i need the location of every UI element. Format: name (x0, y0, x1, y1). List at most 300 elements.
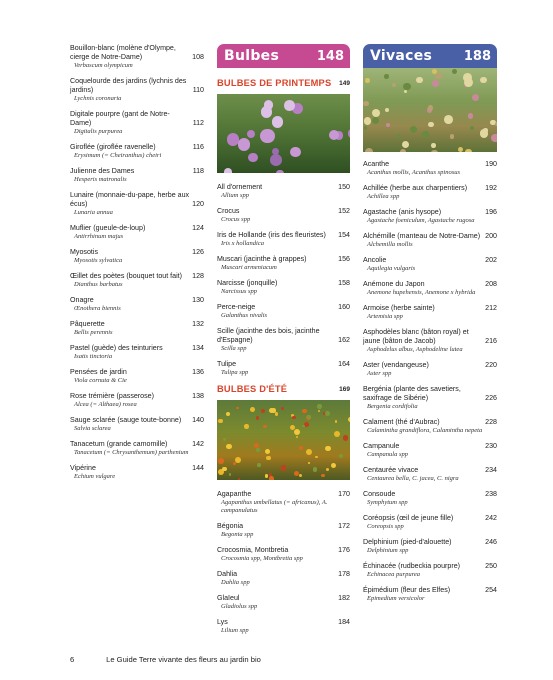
entry-page-number: 164 (338, 360, 350, 368)
entry-name: Sauge sclarée (sauge toute-bonne) (70, 416, 182, 424)
entry-page-number: 228 (485, 418, 497, 426)
photo-texture (315, 456, 317, 458)
photo-texture (223, 438, 226, 441)
entry-latin-name: Bellis perennis (74, 329, 113, 336)
toc-entry[interactable] (217, 303, 350, 320)
entry-latin-name: Echinacea purpurea (367, 571, 421, 578)
photo-texture (302, 409, 307, 414)
entry-page-number: 134 (192, 344, 204, 352)
entry-name: All d'ornement (217, 183, 263, 191)
photo-texture (458, 147, 464, 152)
bulbes-ete-list (217, 490, 350, 635)
entry-page-number: 110 (192, 86, 204, 94)
photo-texture (329, 130, 340, 141)
toc-entry[interactable] (70, 296, 204, 313)
entry-page-number: 202 (485, 256, 497, 264)
entry-latin-name: Lilium spp (221, 627, 249, 634)
toc-entry[interactable] (363, 256, 497, 273)
photo-texture (400, 149, 406, 152)
entry-name: Bégonia (217, 522, 244, 530)
bulbes-page: 148 (316, 48, 344, 64)
toc-entry[interactable] (363, 328, 497, 354)
photo-texture (325, 446, 331, 452)
entry-page-number: 246 (485, 538, 497, 546)
entry-latin-name: Achillea spp (367, 193, 400, 200)
entry-page-number: 254 (485, 586, 497, 594)
bulbes-printemps-heading[interactable] (217, 78, 350, 88)
toc-entry[interactable] (363, 586, 497, 603)
entry-name: Muflier (gueule-de-loup) (70, 224, 146, 232)
toc-entry[interactable] (217, 279, 350, 296)
vivaces-column (363, 44, 497, 610)
photo-texture (428, 105, 433, 110)
photo-texture (384, 74, 389, 79)
entry-name: Iris de Hollande (iris des fleuristes) (217, 231, 326, 239)
toc-entry[interactable] (70, 392, 204, 409)
toc-entry[interactable] (70, 224, 204, 241)
entry-latin-name: Erysimum (= Cheiranthus) cheiri (74, 152, 162, 159)
entry-page-number: 124 (192, 224, 204, 232)
summer-bulbs-photo (217, 400, 350, 480)
entry-page-number: 154 (338, 231, 350, 239)
photo-texture (296, 436, 298, 438)
photo-texture (275, 412, 279, 416)
photo-texture (343, 435, 349, 441)
photo-texture (272, 116, 284, 128)
entry-page-number: 156 (338, 255, 350, 263)
entry-page-number: 220 (485, 361, 497, 369)
entry-page-number: 178 (338, 570, 350, 578)
toc-entry[interactable] (363, 280, 497, 297)
entry-name: Aster (vendangeuse) (363, 361, 429, 369)
photo-texture (317, 404, 321, 408)
vivaces-banner[interactable] (363, 44, 497, 68)
entry-latin-name: Viola cornuta & Cie (74, 377, 127, 384)
bulbes-printemps-page: 149 (339, 79, 350, 87)
toc-entry[interactable] (217, 546, 350, 563)
toc-entry[interactable] (363, 562, 497, 579)
toc-entry[interactable] (217, 360, 350, 377)
photo-texture (270, 154, 282, 166)
entry-latin-name: Symphytum spp (367, 499, 408, 506)
entry-name: Armoise (herbe sainte) (363, 304, 435, 312)
entry-page-number: 192 (485, 184, 497, 192)
entry-page-number: 142 (192, 440, 204, 448)
bulbes-printemps-title: BULBES DE PRINTEMPS (217, 78, 332, 88)
photo-texture (404, 90, 407, 93)
toc-entry[interactable] (363, 304, 497, 321)
toc-entry[interactable] (70, 464, 204, 481)
photo-texture (422, 131, 429, 138)
entry-page-number: 136 (192, 368, 204, 376)
photo-texture (281, 465, 287, 471)
photo-texture (308, 462, 310, 464)
entry-name: Dahlia (217, 570, 238, 578)
photo-texture (218, 458, 224, 464)
entry-name: Muscari (jacinthe à grappes) (217, 255, 307, 263)
photo-texture (416, 77, 423, 84)
photo-texture (385, 108, 389, 112)
photo-texture (364, 126, 367, 129)
entry-name: Achillée (herbe aux charpentiers) (363, 184, 468, 192)
photo-texture (260, 129, 275, 144)
entry-name: Œillet des poètes (bouquet tout fait) (70, 272, 182, 280)
entry-latin-name: Epimedium versicolor (367, 595, 425, 602)
entry-page-number: 150 (338, 183, 350, 191)
bulbes-column (217, 44, 350, 642)
photo-texture (397, 134, 401, 138)
entry-latin-name: Crocosmia spp, Montbretia spp (221, 555, 303, 562)
entry-page-number: 226 (485, 394, 497, 402)
entry-name: Agastache (anis hysope) (363, 208, 442, 216)
toc-entry[interactable] (70, 191, 204, 217)
entry-latin-name: Campanula spp (367, 451, 408, 458)
entry-name: Julienne des Dames (70, 167, 135, 175)
photo-texture (313, 467, 318, 472)
photo-texture (257, 463, 261, 467)
toc-entry[interactable] (70, 272, 204, 289)
photo-texture (402, 141, 409, 148)
photo-texture (292, 416, 296, 420)
entry-latin-name: Anemone hupehensis, Anemone x hybrida (367, 289, 476, 296)
toc-entry[interactable] (217, 570, 350, 587)
toc-entry[interactable] (217, 522, 350, 539)
photo-texture (468, 113, 473, 118)
photo-texture (431, 150, 438, 152)
toc-entry[interactable] (217, 207, 350, 224)
entry-page-number: 230 (485, 442, 497, 450)
photo-texture (238, 478, 240, 480)
entry-page-number: 162 (338, 336, 350, 344)
photo-texture (480, 77, 486, 83)
photo-texture (428, 122, 434, 128)
toc-entry[interactable] (217, 490, 350, 515)
entry-name: Pensées de jardin (70, 368, 127, 376)
photo-texture (238, 138, 250, 150)
photo-texture (331, 463, 336, 468)
photo-texture (444, 115, 453, 124)
photo-texture (265, 449, 270, 454)
entry-name: Acanthe (363, 160, 390, 168)
entry-latin-name: Scilla spp (221, 345, 247, 352)
toc-entry[interactable] (363, 208, 497, 225)
photo-texture (226, 412, 230, 416)
entry-latin-name: Coreopsis spp (367, 523, 404, 530)
entry-name: Agapanthe (217, 490, 252, 498)
entry-page-number: 170 (338, 490, 350, 498)
toc-entry[interactable] (363, 385, 497, 411)
entry-page-number: 128 (192, 272, 204, 280)
entry-name: Giroflée (giroflée ravenelle) (70, 143, 156, 151)
entry-page-number: 108 (192, 53, 204, 61)
photo-texture (450, 134, 455, 139)
entry-latin-name: Asphodelus albus, Asphodeline lutea (367, 346, 463, 353)
entry-name: Delphinium (pied-d'alouette) (363, 538, 452, 546)
entry-latin-name: Allium spp (221, 192, 249, 199)
entry-name: Calament (thé d'Aubrac) (363, 418, 440, 426)
toc-entry[interactable] (70, 344, 204, 361)
photo-texture (432, 80, 439, 87)
photo-texture (248, 153, 257, 162)
entry-name: Alchémille (manteau de Notre-Dame) (363, 232, 481, 240)
photo-texture (266, 456, 270, 460)
photo-texture (403, 83, 411, 91)
photo-texture (284, 100, 295, 111)
photo-texture (472, 94, 479, 101)
entry-latin-name: Myosotis sylvatica (74, 257, 123, 264)
toc-entry[interactable] (217, 618, 350, 635)
photo-texture (244, 424, 248, 428)
photo-texture (276, 170, 284, 174)
toc-entry[interactable] (363, 418, 497, 435)
bulbes-ete-title: BULBES D'ÉTÉ (217, 384, 288, 394)
entry-latin-name: Tulipa spp (221, 369, 249, 376)
entry-latin-name: Gladiolus spp (221, 603, 258, 610)
photo-texture (294, 471, 299, 476)
toc-entry[interactable] (363, 514, 497, 531)
vivaces-page: 188 (463, 48, 491, 64)
entry-latin-name: Alchemilla mollis (367, 241, 413, 248)
entry-page-number: 212 (485, 304, 497, 312)
bulbes-banner[interactable] (217, 44, 350, 68)
entry-name: Rose trémière (passerose) (70, 392, 154, 400)
photo-texture (386, 123, 391, 128)
photo-texture (325, 411, 330, 416)
toc-entry[interactable] (70, 167, 204, 184)
entry-page-number: 184 (338, 618, 350, 626)
entry-latin-name: Lunaria annua (74, 209, 113, 216)
photo-texture (306, 449, 312, 455)
photo-texture (431, 143, 436, 148)
toc-entry[interactable] (70, 320, 204, 337)
entry-page-number: 234 (485, 466, 497, 474)
entry-page-number: 160 (338, 303, 350, 311)
photo-texture (263, 425, 266, 428)
toc-entry[interactable] (217, 231, 350, 248)
photo-texture (294, 429, 300, 435)
photo-texture (247, 130, 255, 138)
entry-name: Campanule (363, 442, 400, 450)
photo-texture (321, 474, 325, 478)
entry-name: Coréopsis (œil de jeune fille) (363, 514, 454, 522)
entry-page-number: 126 (192, 248, 204, 256)
entry-latin-name: Dianthus barbatus (74, 281, 123, 288)
entry-name: Tanacetum (grande camomille) (70, 440, 168, 448)
photo-texture (326, 468, 329, 471)
entry-page-number: 176 (338, 546, 350, 554)
entry-latin-name: Agapanthus umbellatus (= africanus), A. campanulatus (221, 499, 328, 514)
entry-name: Coquelourde des jardins (lychnis des jardins) (70, 77, 187, 94)
entry-name: Bergénia (plante des savetiers, saxifrage de Sibérie) (363, 385, 461, 402)
photo-texture (372, 109, 380, 117)
entry-name: Lys (217, 618, 228, 626)
entry-latin-name: Iris x hollandica (221, 240, 264, 247)
entry-name: Vipérine (70, 464, 96, 472)
entry-page-number: 132 (192, 320, 204, 328)
toc-entry[interactable] (70, 416, 204, 433)
toc-entry[interactable] (70, 77, 204, 103)
entry-page-number: 190 (485, 160, 497, 168)
photo-texture (372, 117, 379, 124)
bisannuelles-column (70, 44, 204, 488)
entry-page-number: 144 (192, 464, 204, 472)
entry-name: Digitale pourpre (gant de Notre-Dame) (70, 110, 170, 127)
entry-name: Pâquerette (70, 320, 105, 328)
photo-texture (335, 420, 337, 422)
photo-texture (363, 101, 369, 107)
entry-latin-name: Digitalis purpurea (74, 128, 123, 135)
entry-name: Onagre (70, 296, 94, 304)
photo-texture (281, 407, 284, 410)
toc-entry[interactable] (70, 44, 204, 70)
photo-texture (302, 425, 304, 427)
entry-latin-name: Hesperis matronalis (74, 176, 127, 183)
entry-page-number: 116 (192, 143, 204, 151)
entry-latin-name: Echium vulgare (74, 473, 116, 480)
entry-latin-name: Alcea (= Althaea) rosea (74, 401, 137, 408)
photo-texture (299, 474, 302, 477)
entry-page-number: 152 (338, 207, 350, 215)
photo-texture (465, 149, 472, 152)
toc-entry[interactable] (363, 466, 497, 483)
photo-texture (250, 407, 255, 412)
toc-entry[interactable] (363, 538, 497, 555)
entry-name: Crocosmia, Montbretia (217, 546, 289, 554)
entry-name: Lunaire (monnaie-du-pape, herbe aux écus) (70, 191, 190, 208)
entry-page-number: 120 (192, 200, 204, 208)
entry-latin-name: Lychnis coronaria (74, 95, 122, 102)
toc-entry[interactable] (217, 594, 350, 611)
photo-texture (470, 126, 474, 130)
entry-name: Perce-neige (217, 303, 256, 311)
bulbes-title: Bulbes (224, 48, 280, 64)
entry-latin-name: Œnothera biennis (74, 305, 121, 312)
entry-name: Asphodèles blanc (bâton royal) et jaune (bâton de Jacob) (363, 328, 469, 345)
photo-texture (365, 78, 370, 83)
entry-page-number: 208 (485, 280, 497, 288)
entry-latin-name: Artemisia spp (367, 313, 403, 320)
entry-latin-name: Muscari armeniacum (221, 264, 277, 271)
entry-latin-name: Begonia spp (221, 531, 254, 538)
entry-page-number: 130 (192, 296, 204, 304)
page-footer (70, 655, 261, 664)
toc-entry[interactable] (70, 368, 204, 385)
entry-name: Narcisse (jonquille) (217, 279, 278, 287)
entry-name: Épimédium (fleur des Elfes) (363, 586, 451, 594)
entry-latin-name: Bergenia cordifolia (367, 403, 418, 410)
vivaces-list (363, 160, 497, 603)
entry-latin-name: Tanacetum (= Chrysanthemum) parthenium (74, 449, 189, 456)
photo-texture (410, 126, 417, 133)
entry-page-number: 172 (338, 522, 350, 530)
allium-photo (217, 94, 350, 173)
bulbes-ete-page: 169 (339, 385, 350, 393)
photo-texture (256, 416, 260, 420)
bulbes-printemps-list (217, 183, 350, 377)
entry-page-number: 140 (192, 416, 204, 424)
photo-texture (480, 129, 488, 137)
entry-latin-name: Verbascum olympicum (74, 62, 133, 69)
vivaces-title: Vivaces (370, 48, 433, 64)
entry-latin-name: Dahlia spp (221, 579, 250, 586)
entry-name: Consoude (363, 490, 396, 498)
photo-texture (491, 134, 497, 143)
entry-latin-name: Calamintha grandiflora, Calamintha nepeta (367, 427, 483, 434)
entry-latin-name: Salvia sclarea (74, 425, 111, 432)
entry-latin-name: Crocus spp (221, 216, 251, 223)
toc-entry[interactable] (70, 248, 204, 265)
entry-latin-name: Centaurea bella, C. jacea, C. nigra (367, 475, 459, 482)
toc-entry[interactable] (217, 255, 350, 272)
entry-name: Anémone du Japon (363, 280, 425, 288)
photo-texture (495, 122, 497, 126)
page-number: 6 (70, 655, 75, 664)
entry-page-number: 196 (485, 208, 497, 216)
entry-name: Pastel (guède) des teinturiers (70, 344, 163, 352)
toc-entry[interactable] (70, 143, 204, 160)
photo-texture (224, 168, 232, 173)
photo-texture (299, 446, 303, 450)
toc-entry[interactable] (70, 110, 204, 136)
photo-texture (265, 474, 269, 478)
toc-entry[interactable] (363, 490, 497, 507)
photo-texture (264, 100, 274, 110)
photo-texture (348, 129, 350, 137)
photo-texture (222, 467, 227, 472)
toc-entry[interactable] (70, 440, 204, 457)
entry-page-number: 112 (192, 119, 204, 127)
toc-entry[interactable] (217, 327, 350, 353)
photo-texture (218, 419, 223, 424)
photo-texture (229, 473, 231, 475)
toc-entry[interactable] (363, 442, 497, 459)
entry-name: Centaurée vivace (363, 466, 419, 474)
perennial-garden-photo (363, 68, 497, 152)
photo-texture (261, 409, 265, 413)
entry-latin-name: Aquilegia vulgaris (367, 265, 416, 272)
photo-texture (235, 457, 241, 463)
bulbes-ete-heading[interactable] (217, 384, 350, 394)
photo-texture (365, 148, 374, 152)
photo-texture (269, 476, 275, 480)
photo-texture (334, 431, 340, 437)
toc-entry[interactable] (217, 183, 350, 200)
entry-page-number: 118 (192, 167, 204, 175)
entry-page-number: 242 (485, 514, 497, 522)
entry-page-number: 182 (338, 594, 350, 602)
entry-latin-name: Antirrhinum majus (74, 233, 124, 240)
photo-texture (392, 83, 396, 87)
photo-texture (464, 78, 473, 87)
book-title: Le Guide Terre vivante des fleurs au jardin bio (106, 655, 261, 664)
entry-latin-name: Delphinium spp (367, 547, 409, 554)
toc-entry[interactable] (363, 160, 497, 177)
entry-name: Échinacée (rudbeckia pourpre) (363, 562, 461, 570)
photo-texture (435, 73, 442, 80)
photo-texture (226, 444, 232, 450)
photo-texture (452, 69, 457, 74)
entry-name: Glaïeul (217, 594, 240, 602)
toc-entry[interactable] (363, 361, 497, 378)
toc-entry[interactable] (363, 232, 497, 249)
entry-name: Myosotis (70, 248, 98, 256)
photo-texture (256, 448, 259, 451)
entry-page-number: 216 (485, 337, 497, 345)
toc-entry[interactable] (363, 184, 497, 201)
photo-texture (348, 417, 350, 423)
entry-name: Scille (jacinthe des bois, jacinthe d'Espagne) (217, 327, 320, 344)
entry-page-number: 200 (485, 232, 497, 240)
